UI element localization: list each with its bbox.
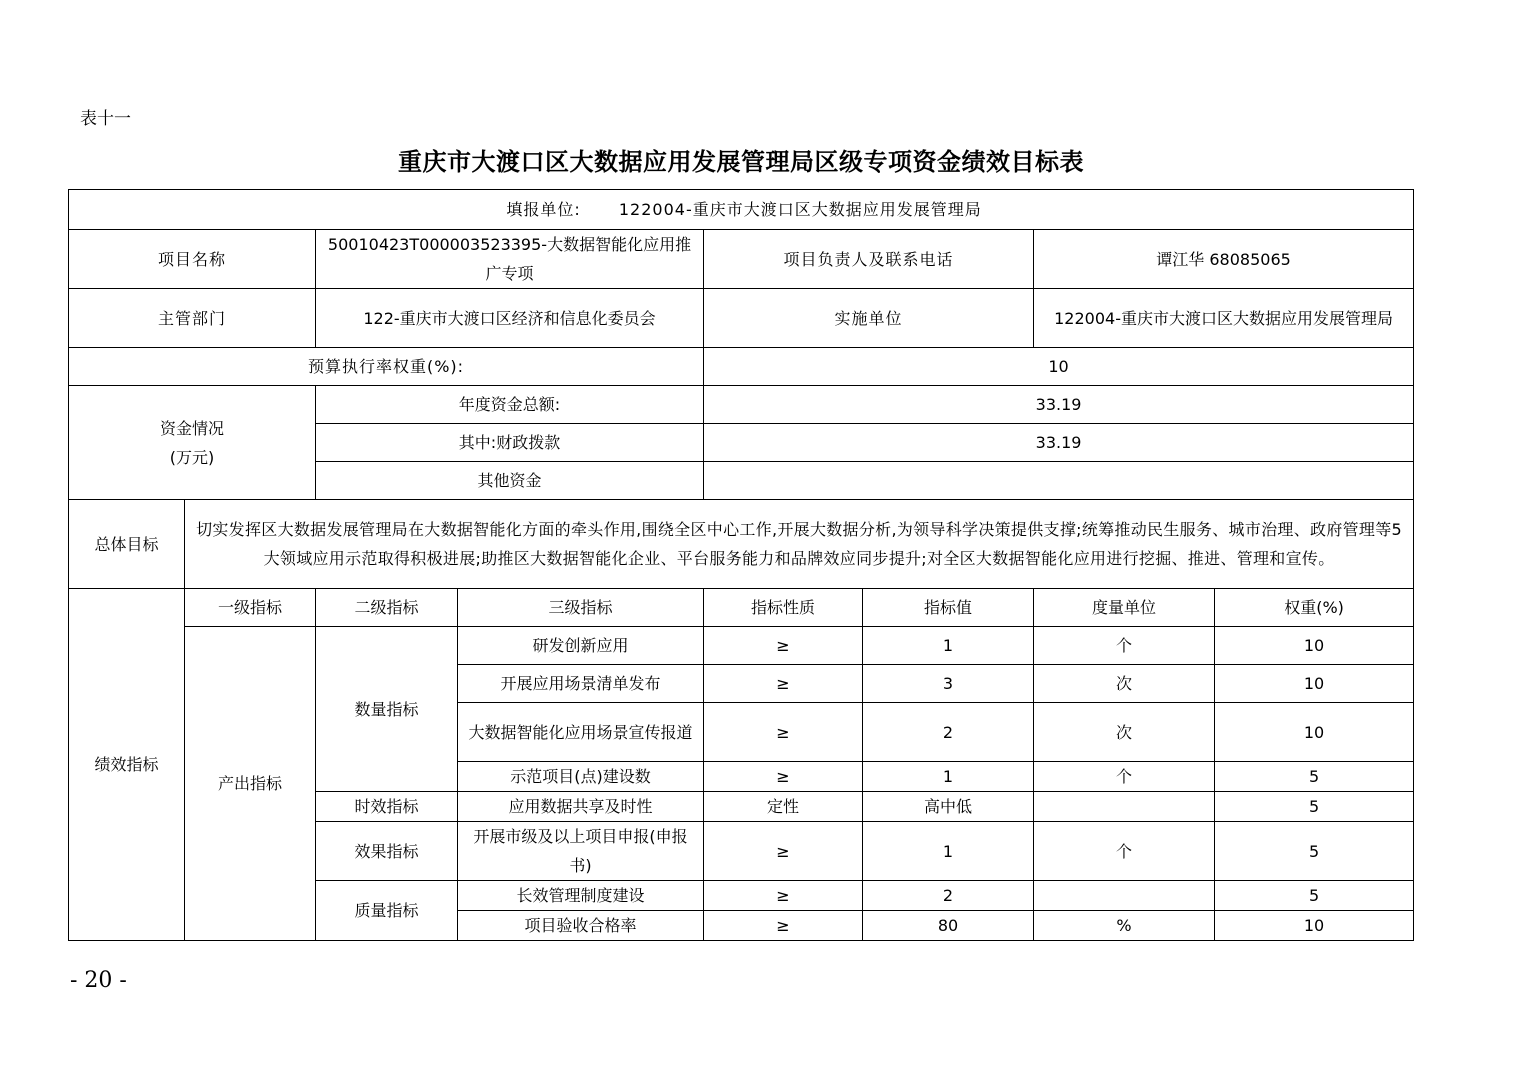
funds-label	[69, 386, 316, 500]
row-value: 3	[863, 665, 1034, 703]
group-timeliness: 时效指标	[316, 792, 458, 822]
funds-total-label: 年度资金总额:	[316, 386, 704, 424]
row-nature: ≥	[704, 911, 863, 941]
department-value: 122-重庆市大渡口区经济和信息化委员会	[316, 289, 704, 348]
row-value: 1	[863, 762, 1034, 792]
overall-goal-text: 切实发挥区大数据发展管理局在大数据智能化方面的牵头作用,围绕全区中心工作,开展大数据分析,为领导科学决策提供支撑;统筹推动民生服务、城市治理、政府管理等5大领域应用示范取得积极进展;助推区大数据智能化企业、平台服务能力和品牌效应同步提升;对全区大数据智能化应用进行挖掘、推进、管理和宣传。	[185, 500, 1414, 589]
row-level3: 研发创新应用	[458, 627, 704, 665]
department-row	[69, 289, 1414, 348]
report-unit-row	[69, 190, 1414, 230]
row-level3: 长效管理制度建设	[458, 881, 704, 911]
row-nature: ≥	[704, 665, 863, 703]
header-level3: 三级指标	[458, 589, 704, 627]
funds-label-line1: 资金情况	[159, 418, 224, 438]
funds-other-label: 其他资金	[316, 462, 704, 500]
project-owner-value: 谭江华 68085065	[1034, 230, 1414, 289]
row-unit: 次	[1034, 665, 1215, 703]
row-unit: 个	[1034, 762, 1215, 792]
row-weight: 5	[1215, 822, 1414, 881]
overall-goal-row	[69, 500, 1414, 589]
budget-weight-value: 10	[704, 348, 1414, 386]
group-quantity: 数量指标	[316, 627, 458, 792]
row-weight: 10	[1215, 911, 1414, 941]
row-weight: 5	[1215, 881, 1414, 911]
row-unit: %	[1034, 911, 1215, 941]
project-name-value: 50010423T000003523395-大数据智能化应用推广专项	[316, 230, 704, 289]
row-value: 2	[863, 703, 1034, 762]
project-row	[69, 230, 1414, 289]
row-nature: ≥	[704, 762, 863, 792]
row-level3: 开展市级及以上项目申报(申报书)	[458, 822, 704, 881]
row-weight: 10	[1215, 703, 1414, 762]
performance-label: 绩效指标	[69, 589, 185, 941]
group-effect: 效果指标	[316, 822, 458, 881]
row-level3: 大数据智能化应用场景宣传报道	[458, 703, 704, 762]
row-unit: 个	[1034, 627, 1215, 665]
row-value: 2	[863, 881, 1034, 911]
budget-weight-row	[69, 348, 1414, 386]
header-nature: 指标性质	[704, 589, 863, 627]
overall-goal-label: 总体目标	[69, 500, 185, 589]
row-nature: ≥	[704, 881, 863, 911]
row-value: 80	[863, 911, 1034, 941]
row-weight: 10	[1215, 627, 1414, 665]
row-level3: 应用数据共享及时性	[458, 792, 704, 822]
row-level3: 开展应用场景清单发布	[458, 665, 704, 703]
page-title: 重庆市大渡口区大数据应用发展管理局区级专项资金绩效目标表	[398, 147, 1084, 176]
department-label: 主管部门	[69, 289, 316, 348]
budget-weight-label: 预算执行率权重(%):	[69, 348, 704, 386]
header-level1: 一级指标	[185, 589, 316, 627]
impl-unit-value: 122004-重庆市大渡口区大数据应用发展管理局	[1034, 289, 1414, 348]
row-level3: 项目验收合格率	[458, 911, 704, 941]
row-weight: 5	[1215, 792, 1414, 822]
row-nature: ≥	[704, 703, 863, 762]
row-value: 高中低	[863, 792, 1034, 822]
funds-fiscal-value: 33.19	[704, 424, 1414, 462]
report-unit-label: 填报单位:	[506, 200, 581, 219]
header-unit: 度量单位	[1034, 589, 1215, 627]
funds-other-value	[704, 462, 1414, 500]
table-row	[69, 627, 1414, 665]
row-unit: 个	[1034, 822, 1215, 881]
table-label: 表十一	[80, 109, 131, 129]
group-quality: 质量指标	[316, 881, 458, 941]
row-nature: ≥	[704, 822, 863, 881]
row-unit	[1034, 881, 1215, 911]
report-unit-value: 122004-重庆市大渡口区大数据应用发展管理局	[618, 200, 982, 219]
header-value: 指标值	[863, 589, 1034, 627]
row-unit	[1034, 792, 1215, 822]
funds-label-line2: (万元)	[169, 447, 215, 467]
performance-header-row	[69, 589, 1414, 627]
row-nature: ≥	[704, 627, 863, 665]
row-value: 1	[863, 822, 1034, 881]
row-level3: 示范项目(点)建设数	[458, 762, 704, 792]
project-name-label: 项目名称	[69, 230, 316, 289]
project-owner-label: 项目负责人及联系电话	[704, 230, 1034, 289]
funds-total-value: 33.19	[704, 386, 1414, 424]
row-unit: 次	[1034, 703, 1215, 762]
header-weight: 权重(%)	[1215, 589, 1414, 627]
impl-unit-label: 实施单位	[704, 289, 1034, 348]
row-weight: 5	[1215, 762, 1414, 792]
row-nature: 定性	[704, 792, 863, 822]
header-level2: 二级指标	[316, 589, 458, 627]
performance-target-table	[68, 189, 1414, 941]
level1-output: 产出指标	[185, 627, 316, 941]
row-value: 1	[863, 627, 1034, 665]
funds-fiscal-label: 其中:财政拨款	[316, 424, 704, 462]
funds-total-row	[69, 386, 1414, 424]
page-number: - 20 -	[70, 968, 127, 993]
report-unit-cell	[69, 190, 1414, 230]
row-weight: 10	[1215, 665, 1414, 703]
